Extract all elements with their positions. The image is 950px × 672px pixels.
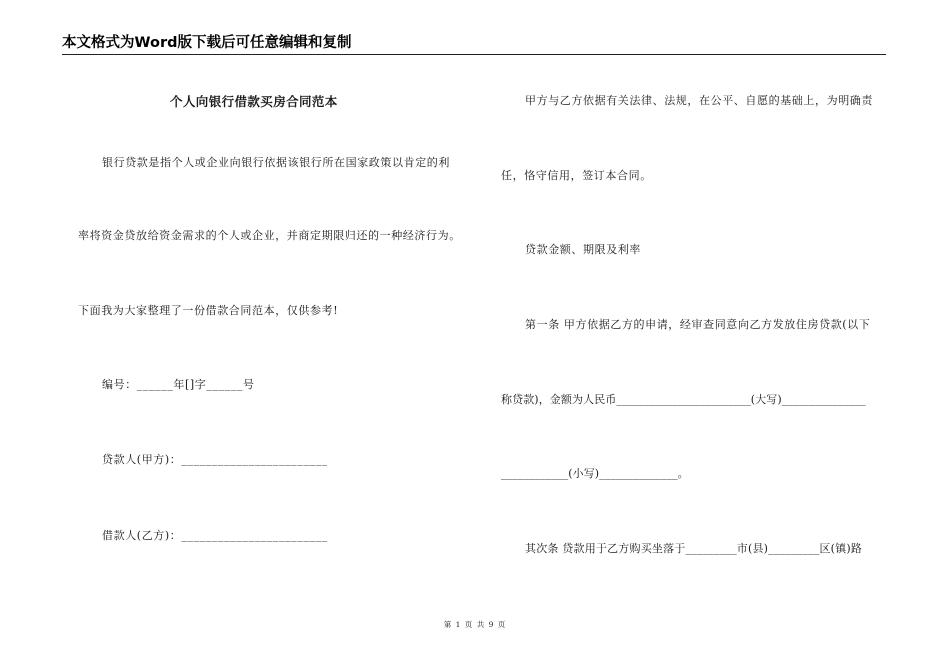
paragraph-line: 率将资金贷放给资金需求的个人或企业，并商定期限归还的一种经济行为。 xyxy=(78,229,461,242)
paragraph-line: 任，恪守信用，签订本合同。 xyxy=(501,169,652,182)
paragraph-line: 银行贷款是指个人或企业向银行依据该银行所在国家政策以肯定的利 xyxy=(102,156,450,169)
paragraph-line: 第一条 甲方依据乙方的申请，经审查同意向乙方发放住房贷款(以下 xyxy=(525,318,871,331)
paragraph-line: 下面我为大家整理了一份借款合同范本，仅供参考! xyxy=(78,304,339,317)
contract-number-line: 编号：______年[]字______号 xyxy=(102,378,255,391)
page-number: 第 1 页 共 9 页 xyxy=(443,620,507,629)
section-heading: 贷款金额、期限及利率 xyxy=(525,243,641,256)
paragraph-line: 甲方与乙方依据有关法律、法规，在公平、自愿的基础上，为明确责 xyxy=(525,94,873,107)
paragraph-line: 称贷款)，金额为人民币________________________(大写)_______________ xyxy=(501,393,866,406)
document-title: 个人向银行借款买房合同范本 xyxy=(170,94,338,109)
lender-line: 贷款人(甲方)：________________________ xyxy=(102,453,328,466)
header-text: 本文格式为Word版下载后可任意编辑和复制 xyxy=(62,35,352,51)
paragraph-line: ____________(小写)______________。 xyxy=(501,467,689,480)
paragraph-line: 其次条 贷款用于乙方购买坐落于_________市(县)_________区(镇)路 xyxy=(525,542,863,555)
borrower-line: 借款人(乙方)：________________________ xyxy=(102,529,328,542)
document-header xyxy=(62,34,886,55)
